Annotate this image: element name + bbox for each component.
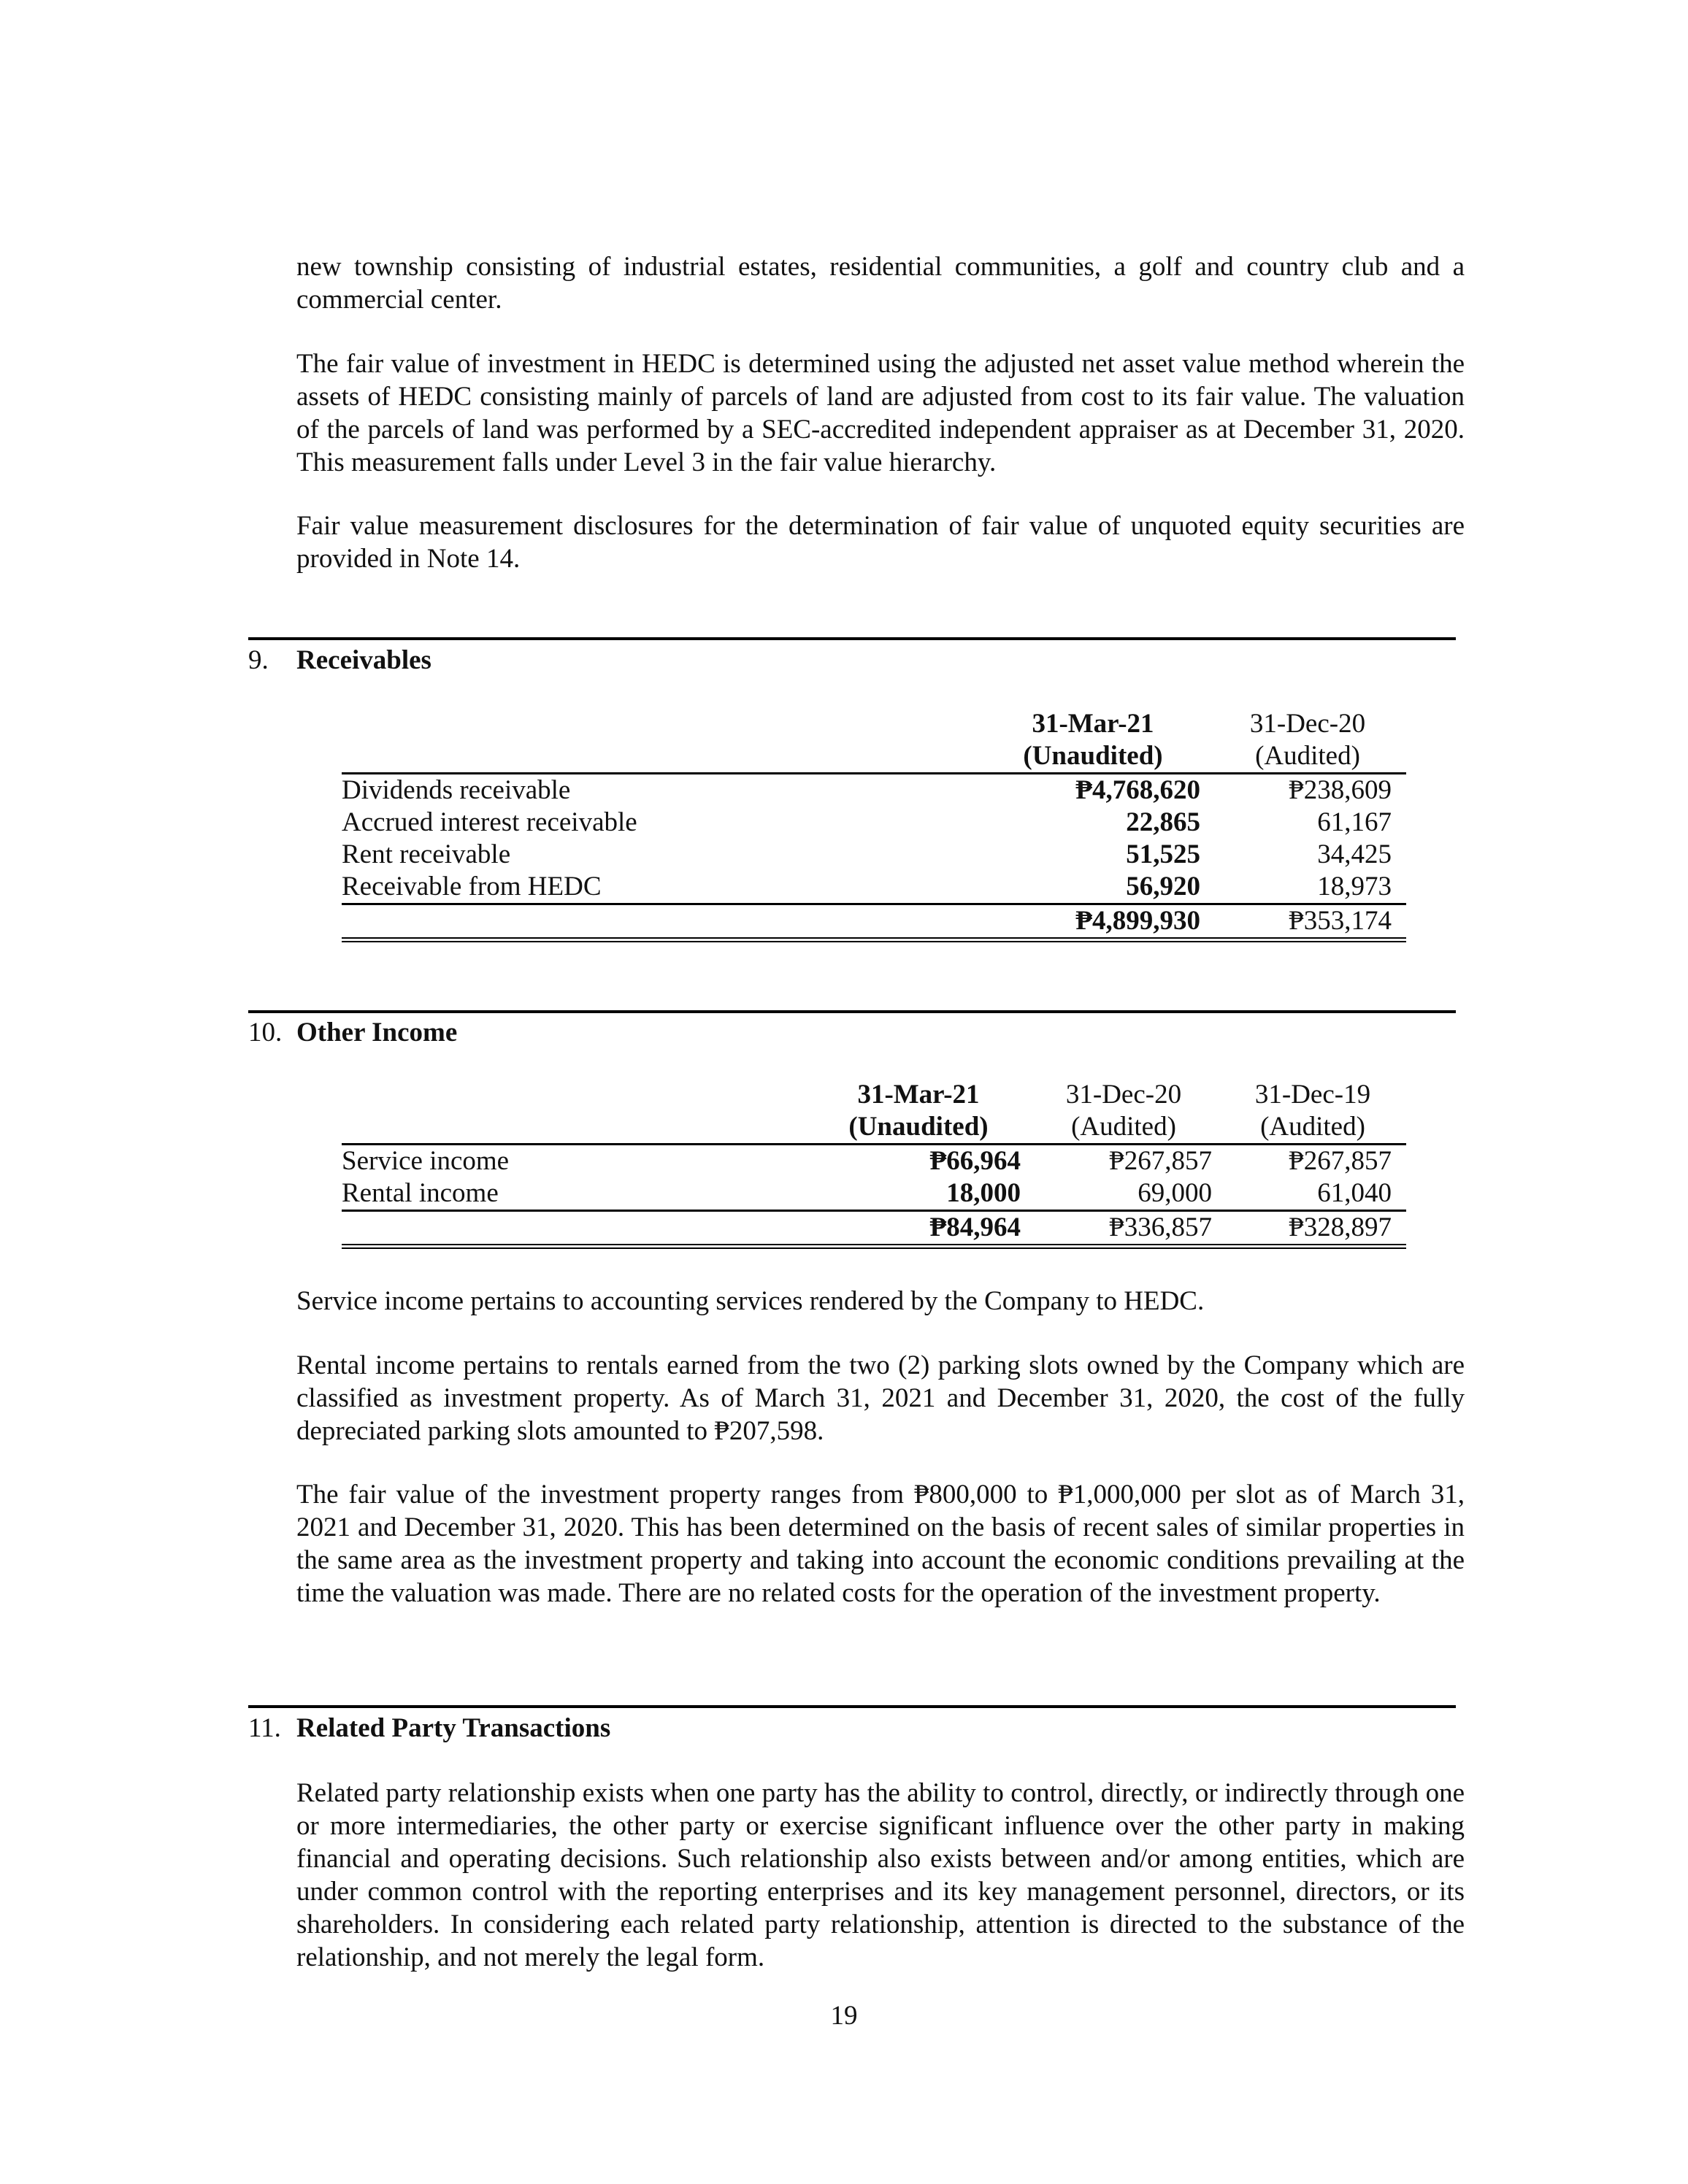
row-label: Rental income	[342, 1178, 499, 1208]
row-label: Rent receivable	[342, 839, 511, 869]
column-header-date: 31-Dec-19	[1254, 1080, 1371, 1110]
cell-value: 18,000	[946, 1178, 1021, 1208]
related-party-paragraph: Related party relationship exists when one party has the ability to control, directly, or indirectly through one or more intermediaries, the other party or exercise significant influence over the other party in making financial and operating decisions. Such relationship also exists between and/or among entities, which are under common control with the reporting enterprises and its key management personnel, directors, or its shareholders. In considering each related party relationship, attention is directed to the substance of the relationship, and not merely the legal form.	[296, 1778, 1465, 1972]
cell-value: 18,973	[1317, 872, 1392, 901]
column-header-status: (Audited)	[1260, 1112, 1365, 1142]
receivables-table	[342, 708, 1406, 942]
column-header-date: 31-Mar-21	[857, 1080, 980, 1110]
cell-value: ₱66,964	[929, 1146, 1021, 1176]
cell-value: 22,865	[1126, 807, 1200, 837]
column-header-date: 31-Dec-20	[1249, 709, 1366, 739]
section-title: Receivables	[296, 645, 431, 675]
page-number: 19	[830, 2001, 858, 2031]
intro-paragraph-1: new township consisting of industrial estates, residential communities, a golf and country club and a commercial center.	[296, 252, 1465, 315]
table-row	[342, 807, 1406, 839]
total-value: ₱84,964	[929, 1212, 1021, 1242]
cell-value: ₱238,609	[1289, 775, 1392, 805]
section-number: 9.	[248, 645, 269, 675]
fair-value-note: The fair value of the investment property ranges from ₱800,000 to ₱1,000,000 per slot as of March 31, 2021 and December 31, 2020. This has been determined on the basis of recent sales of similar properties in the same area as the investment property and taking into account the economic conditions prevailing at the time the valuation was made. There are no related costs for the operation of the investment property.	[296, 1480, 1465, 1608]
column-header-status: (Audited)	[1255, 741, 1360, 771]
section-title: Related Party Transactions	[296, 1713, 611, 1743]
section-number: 10.	[248, 1018, 283, 1047]
cell-value: ₱267,857	[1109, 1146, 1212, 1176]
row-label: Accrued interest receivable	[342, 807, 637, 837]
total-row	[342, 904, 1406, 940]
section-divider-related-party	[248, 1705, 1456, 1708]
section-divider-other-income	[248, 1010, 1456, 1013]
cell-value: ₱4,768,620	[1075, 775, 1200, 805]
row-label: Service income	[342, 1146, 510, 1176]
other-income-table	[342, 1079, 1406, 1249]
rental-income-note: Rental income pertains to rentals earned from the two (2) parking slots owned by the Company which are classified as investment property. As of March 31, 2021 and December 31, 2020, the cost of the fully depreciated parking slots amounted to ₱207,598.	[296, 1350, 1465, 1446]
table-row	[342, 871, 1406, 904]
cell-value: 34,425	[1317, 839, 1392, 869]
column-header-date: 31-Dec-20	[1065, 1080, 1182, 1110]
column-header-status: (Unaudited)	[1023, 741, 1163, 771]
total-value: ₱353,174	[1289, 906, 1392, 936]
service-income-note: Service income pertains to accounting services rendered by the Company to HEDC.	[296, 1286, 1205, 1316]
cell-value: 61,167	[1317, 807, 1392, 837]
cell-value: 56,920	[1126, 872, 1200, 901]
row-label: Receivable from HEDC	[342, 872, 602, 901]
column-header-status: (Unaudited)	[848, 1112, 989, 1142]
column-header-status: (Audited)	[1071, 1112, 1176, 1142]
total-value: ₱328,897	[1289, 1212, 1392, 1242]
table-row	[342, 1177, 1406, 1211]
total-value: ₱336,857	[1109, 1212, 1212, 1242]
table-row	[342, 839, 1406, 871]
section-title: Other Income	[296, 1018, 458, 1047]
cell-value: 69,000	[1138, 1178, 1212, 1208]
table-row	[342, 774, 1406, 807]
cell-value: 51,525	[1126, 839, 1200, 869]
cell-value: 61,040	[1317, 1178, 1392, 1208]
intro-paragraph-3: Fair value measurement disclosures for the determination of fair value of unquoted equity securities are provided in Note 14.	[296, 511, 1465, 574]
section-number: 11.	[248, 1713, 281, 1743]
column-header-date: 31-Mar-21	[1032, 709, 1154, 739]
table-row	[342, 1145, 1406, 1178]
total-row	[342, 1211, 1406, 1247]
row-label: Dividends receivable	[342, 775, 571, 805]
cell-value: ₱267,857	[1289, 1146, 1392, 1176]
section-divider-receivables	[248, 637, 1456, 640]
total-value: ₱4,899,930	[1075, 906, 1200, 936]
intro-paragraph-2: The fair value of investment in HEDC is determined using the adjusted net asset value method wherein the assets of HEDC consisting mainly of parcels of land are adjusted from cost to its fair value. The valuation of the parcels of land was performed by a SEC-accredited independent appraiser as at December 31, 2020. This measurement falls under Level 3 in the fair value hierarchy.	[296, 349, 1465, 477]
